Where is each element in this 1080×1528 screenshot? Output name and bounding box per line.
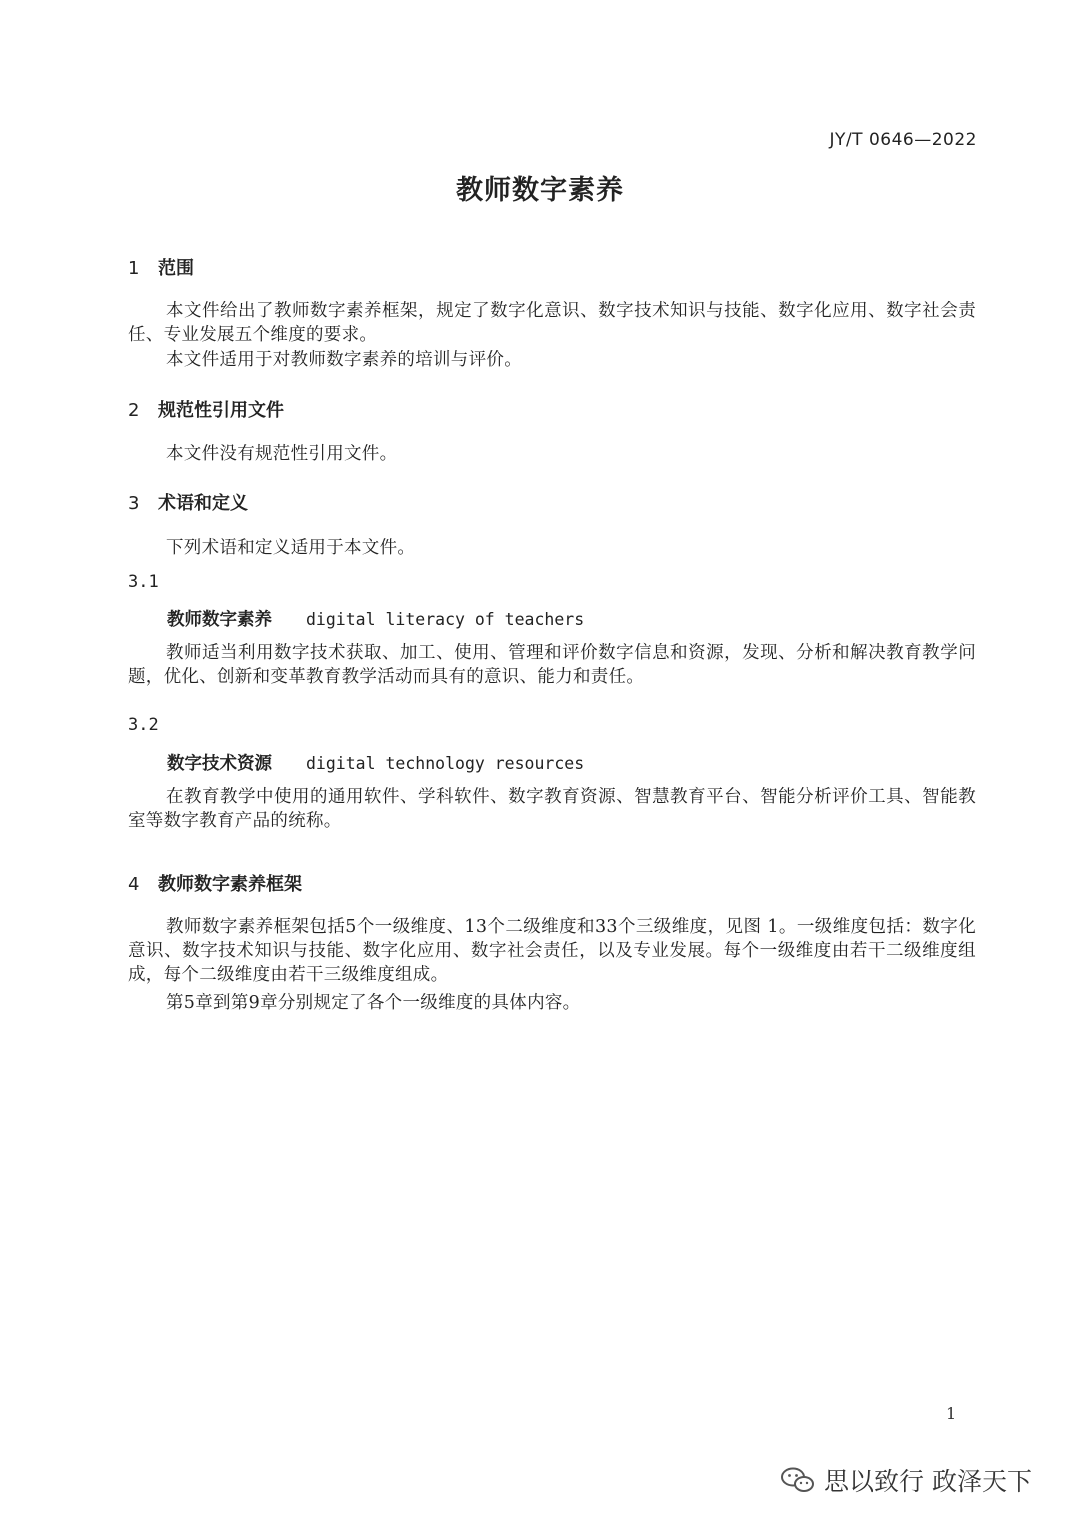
term-en: digital literacy of teachers: [306, 610, 585, 629]
section-number: 3: [128, 493, 140, 514]
section-2-heading: [128, 396, 284, 422]
section-title: 术语和定义: [158, 493, 248, 514]
term-en: digital technology resources: [306, 754, 585, 773]
section-number: 2: [128, 400, 140, 421]
section-3-paragraph-1: 下列术语和定义适用于本文件。: [166, 538, 416, 558]
term-3-2-number: 3.2: [128, 715, 159, 735]
standard-code: JY/T 0646—2022: [829, 130, 977, 150]
page-number: 1: [946, 1404, 957, 1423]
term-3-1: [167, 606, 584, 631]
section-1-heading: [128, 254, 194, 280]
section-title: 规范性引用文件: [158, 400, 284, 421]
document-title: 教师数字素养: [456, 175, 624, 206]
section-4-paragraph-1: 教师数字素养框架包括5个一级维度、13个二级维度和33个三级维度，见图 1。一级维度包括：数字化意识、数字技术知识与技能、数字化应用、数字社会责任，以及专业发展。每个一级维度由若干二级维度组成，每个二级维度由若干三级维度组成。: [128, 917, 976, 985]
section-1-paragraph-2: 本文件适用于对教师数字素养的培训与评价。: [166, 350, 522, 370]
wechat-icon: [780, 1466, 816, 1494]
watermark-text: 思以致行 政泽天下: [824, 1467, 1032, 1496]
term-3-2-definition: 在教育教学中使用的通用软件、学科软件、数字教育资源、智慧教育平台、智能分析评价工具、智能教室等数字教育产品的统称。: [128, 787, 976, 831]
section-1-paragraph-1: 本文件给出了教师数字素养框架，规定了数字化意识、数字技术知识与技能、数字化应用、数字社会责任、专业发展五个维度的要求。: [128, 301, 976, 345]
term-3-1-number: 3.1: [128, 572, 159, 592]
term-zh: 教师数字素养: [167, 610, 272, 630]
section-4-paragraph-2: 第5章到第9章分别规定了各个一级维度的具体内容。: [166, 993, 581, 1013]
term-3-2: [167, 750, 584, 775]
section-3-heading: [128, 489, 248, 515]
section-number: 4: [128, 874, 140, 895]
section-title: 范围: [158, 258, 194, 279]
watermark: [780, 1462, 1032, 1498]
term-3-1-definition: 教师适当利用数字技术获取、加工、使用、管理和评价数字信息和资源，发现、分析和解决教育教学问题，优化、创新和变革教育教学活动而具有的意识、能力和责任。: [128, 643, 976, 687]
section-number: 1: [128, 258, 140, 279]
term-zh: 数字技术资源: [167, 754, 272, 774]
section-4-heading: [128, 870, 302, 896]
section-title: 教师数字素养框架: [158, 874, 302, 895]
section-2-paragraph-1: 本文件没有规范性引用文件。: [166, 444, 398, 464]
